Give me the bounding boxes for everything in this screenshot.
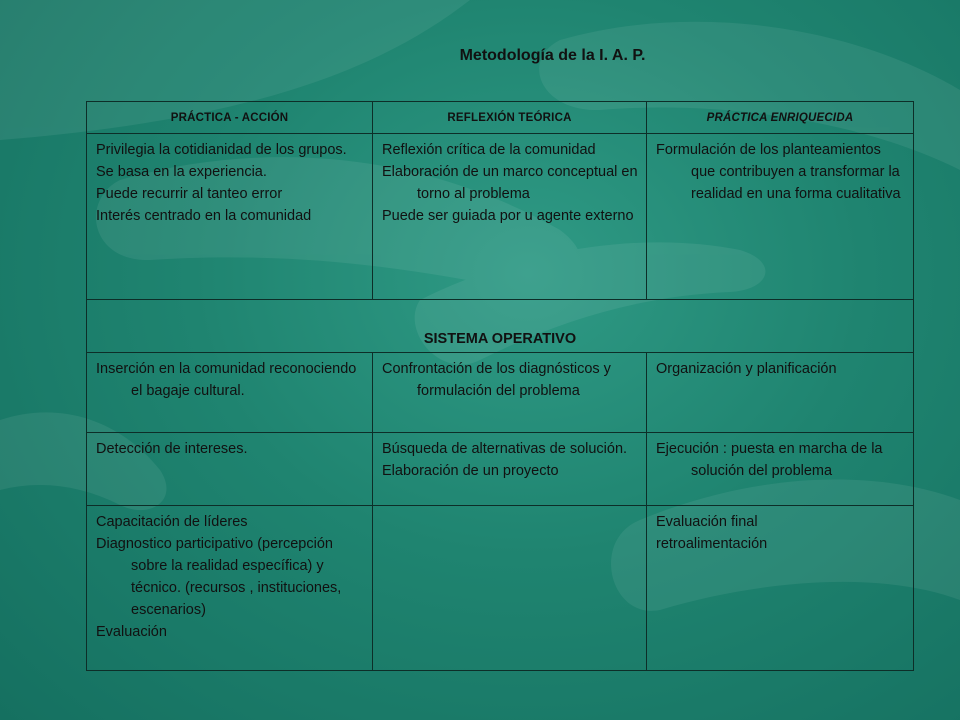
table-row bbox=[87, 353, 914, 433]
cell-text: Evaluación bbox=[96, 624, 167, 640]
cell-enriquecida bbox=[647, 433, 914, 506]
table-row bbox=[87, 433, 914, 506]
cell-reflexion bbox=[373, 433, 647, 506]
table-row bbox=[87, 134, 914, 300]
cell-text: Privilegia la cotidianidad de los grupos. bbox=[96, 142, 347, 158]
column-header-practica-accion: PRÁCTICA - ACCIÓN bbox=[87, 102, 373, 134]
cell-text: Organización y planificación bbox=[656, 361, 837, 377]
cell-accion bbox=[87, 433, 373, 506]
cell-text: Inserción en la comunidad reconociendo el bagaje cultural. bbox=[96, 361, 357, 399]
cell-enriquecida bbox=[647, 353, 914, 433]
cell-reflexion-empty bbox=[373, 506, 647, 671]
cell-enriquecida bbox=[647, 134, 914, 300]
cell-text: retroalimentación bbox=[656, 536, 768, 552]
column-header-practica-enriquecida: PRÁCTICA ENRIQUECIDA bbox=[647, 102, 914, 134]
cell-reflexion bbox=[373, 134, 647, 300]
table-row bbox=[87, 506, 914, 671]
cell-text: Puede recurrir al tanteo error bbox=[96, 186, 283, 202]
cell-text: Reflexión crítica de la comunidad bbox=[382, 142, 596, 158]
cell-text: Se basa en la experiencia. bbox=[96, 164, 267, 180]
cell-text: Formulación de los planteamientos que contribuyen a transformar la realidad en una forma cualitativa bbox=[656, 142, 901, 202]
cell-text: Confrontación de los diagnósticos y formulación del problema bbox=[382, 361, 611, 399]
cell-text: Búsqueda de alternativas de solución. bbox=[382, 441, 628, 457]
cell-text: Capacitación de líderes bbox=[96, 514, 248, 530]
cell-accion bbox=[87, 134, 373, 300]
methodology-table bbox=[86, 101, 914, 671]
section-heading-sistema-operativo bbox=[87, 300, 914, 353]
cell-text: Evaluación final bbox=[656, 514, 758, 530]
section-heading-label: SISTEMA OPERATIVO bbox=[423, 331, 577, 347]
cell-reflexion bbox=[373, 353, 647, 433]
column-header-reflexion-teorica: REFLEXIÓN TEÓRICA bbox=[373, 102, 647, 134]
cell-accion bbox=[87, 353, 373, 433]
cell-accion bbox=[87, 506, 373, 671]
cell-text: Ejecución : puesta en marcha de la solución del problema bbox=[656, 441, 883, 479]
cell-text: Elaboración de un marco conceptual en torno al problema bbox=[382, 164, 638, 202]
cell-text: Elaboración de un proyecto bbox=[382, 463, 559, 479]
cell-text: Detección de intereses. bbox=[96, 441, 248, 457]
section-row bbox=[87, 300, 914, 353]
cell-text: Interés centrado en la comunidad bbox=[96, 208, 312, 224]
table-header-row bbox=[87, 102, 914, 134]
cell-enriquecida bbox=[647, 506, 914, 671]
slide-title: Metodología de la I. A. P. bbox=[459, 47, 646, 64]
cell-text: Diagnostico participativo (percepción sobre la realidad específica) y técnico. (recursos , instituciones, escenarios) bbox=[96, 536, 342, 618]
cell-text: Puede ser guiada por u agente externo bbox=[382, 208, 634, 224]
